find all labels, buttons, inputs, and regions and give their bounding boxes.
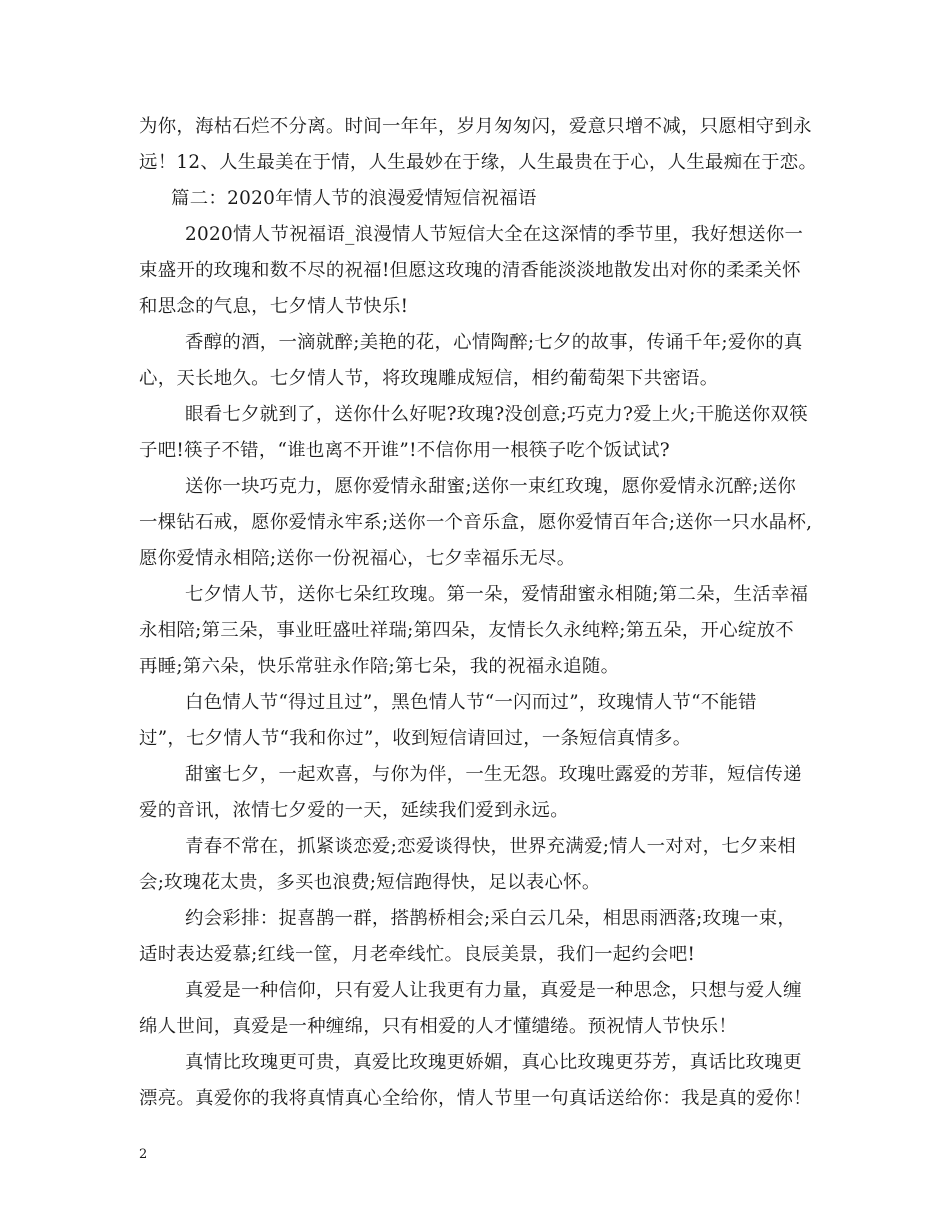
text-line: 适时表达爱慕;红线一筐，月老牵线忙。良辰美景，我们一起约会吧! <box>139 944 696 965</box>
page-number: 2 <box>139 1147 148 1162</box>
text-line: 白色情人节“得过且过”，黑色情人节“一闪而过”，玫瑰情人节“不能错 <box>185 692 757 713</box>
text-line: 青春不常在，抓紧谈恋爱;恋爱谈得快，世界充满爱;情人一对对，七夕来相 <box>185 836 797 857</box>
text-line: 永相陪;第三朵，事业旺盛吐祥瑞;第四朵，友情长久永纯粹;第五朵，开心绽放不 <box>139 620 794 641</box>
text-line: 约会彩排：捉喜鹊一群，搭鹊桥相会;采白云几朵，相思雨洒落;玫瑰一束， <box>185 908 797 929</box>
text-line: 七夕情人节，送你七朵红玫瑰。第一朵，爱情甜蜜永相随;第二朵，生活幸福 <box>185 584 809 605</box>
text-line: 漂亮。真爱你的我将真情真心全给你，情人节里一句真话送给你：我是真的爱你！ <box>139 1088 812 1109</box>
text-line: 爱的音讯，浓情七夕爱的一天，延续我们爱到永远。 <box>139 800 569 821</box>
text-line: 子吧!筷子不错，“谁也离不开谁”!不信你用一根筷子吃个饭试试? <box>139 440 670 461</box>
text-line: 和思念的气息，七夕情人节快乐! <box>139 296 409 317</box>
text-line: 2020情人节祝福语_浪漫情人节短信大全在这深情的季节里，我好想送你一 <box>185 224 804 245</box>
text-line: 真情比玫瑰更可贵，真爱比玫瑰更娇媚，真心比玫瑰更芬芳，真话比玫瑰更 <box>185 1052 802 1073</box>
text-line: 过”，七夕情人节“我和你过”，收到短信请回过，一条短信真情多。 <box>139 728 692 749</box>
text-line: 一棵钻石戒，愿你爱情永牢系;送你一个音乐盒，愿你爱情百年合;送你一只水晶杯, <box>139 512 813 533</box>
text-line: 再睡;第六朵，快乐常驻永作陪;第七朵，我的祝福永追随。 <box>139 656 620 677</box>
text-line: 香醇的酒，一滴就醉;美艳的花，心情陶醉;七夕的故事，传诵千年;爱你的真 <box>185 332 803 353</box>
text-line: 愿你爱情永相陪;送你一份祝福心，七夕幸福乐无尽。 <box>139 548 576 569</box>
text-line: 绵人世间，真爱是一种缠绵，只有相爱的人才懂缱绻。预祝情人节快乐！ <box>139 1016 738 1037</box>
section-heading: 篇二：2020年情人节的浪漫爱情短信祝福语 <box>171 188 537 209</box>
text-line: 真爱是一种信仰，只有爱人让我更有力量，真爱是一种思念，只想与爱人缠 <box>185 980 802 1001</box>
text-line: 眼看七夕就到了，送你什么好呢?玫瑰?没创意;巧克力?爱上火;干脆送你双筷 <box>185 404 808 425</box>
text-line: 为你，海枯石烂不分离。时间一年年，岁月匆匆闪，爱意只增不减，只愿相守到永 <box>139 116 812 137</box>
text-line: 束盛开的玫瑰和数不尽的祝福!但愿这玫瑰的清香能淡淡地散发出对你的柔柔关怀 <box>139 260 801 281</box>
text-line: 甜蜜七夕，一起欢喜，与你为伴，一生无怨。玫瑰吐露爱的芳菲，短信传递 <box>185 764 802 785</box>
text-line: 远！12、人生最美在于情，人生最妙在于缘，人生最贵在于心，人生最痴在于恋。 <box>139 152 818 173</box>
text-line: 会;玫瑰花太贵，多买也浪费;短信跑得快，足以表心怀。 <box>139 872 601 893</box>
text-line: 送你一块巧克力，愿你爱情永甜蜜;送你一束红玫瑰，愿你爱情永沉醉;送你 <box>185 476 797 497</box>
text-line: 心，天长地久。七夕情人节，将玫瑰雕成短信，相约葡萄架下共密语。 <box>139 368 719 389</box>
